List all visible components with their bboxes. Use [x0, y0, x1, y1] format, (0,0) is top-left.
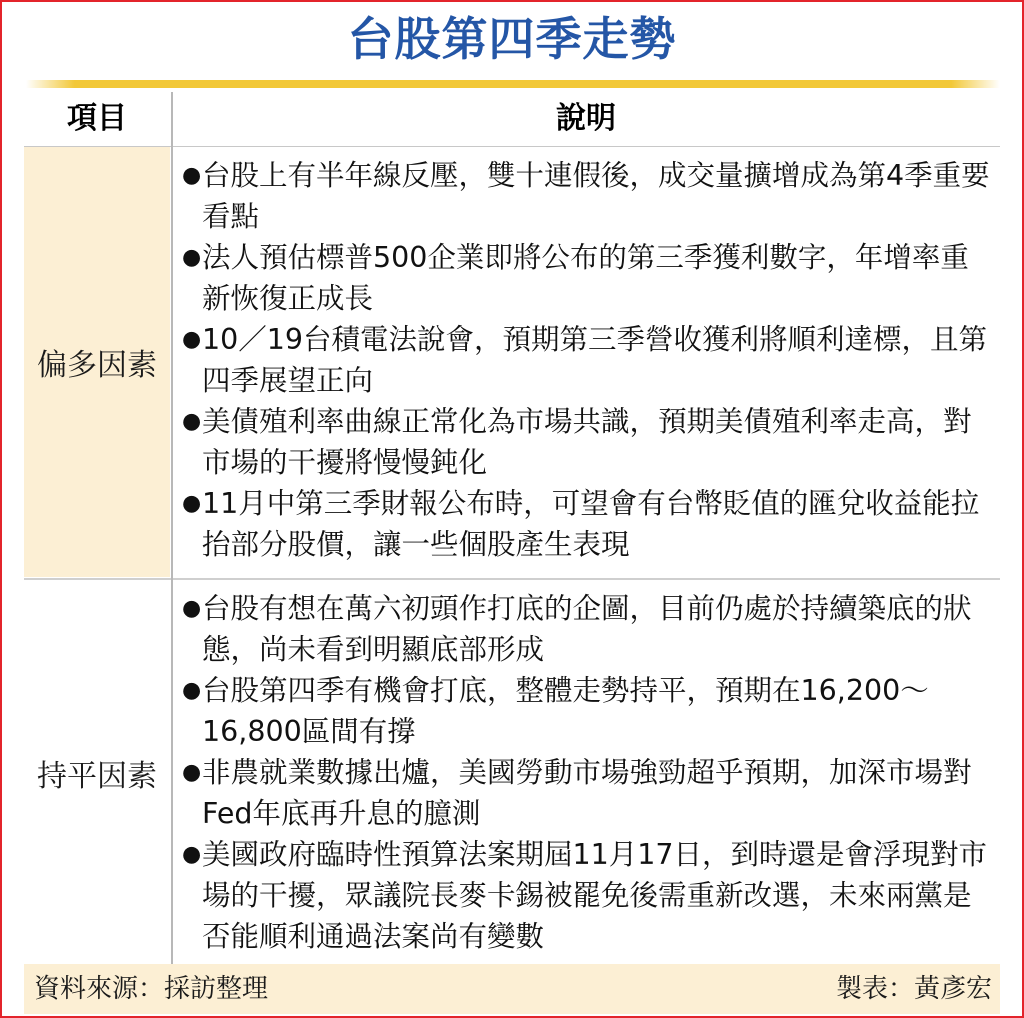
column-divider	[171, 92, 173, 964]
header-item: 項目	[67, 101, 127, 136]
list-item	[180, 752, 994, 834]
list-item	[180, 670, 994, 752]
source-credit: 資料來源：採訪整理	[34, 974, 269, 1004]
bullet-icon: ●	[182, 842, 202, 867]
list-item-text: 非農就業數據出爐，美國勞動市場強勁超乎預期，加深市場對Fed年底再升息的臆測	[202, 756, 972, 830]
footer	[24, 964, 1000, 1014]
bullet-icon: ●	[182, 760, 202, 785]
list-item-text: 台股有想在萬六初頭作打底的企圖，目前仍處於持續築底的狀態，尚未看到明顯底部形成	[202, 592, 972, 666]
list-item	[180, 155, 994, 237]
list-item	[180, 834, 994, 957]
bullet-icon: ●	[182, 596, 202, 621]
bullet-icon: ●	[182, 409, 202, 434]
page-title: 台股第四季走勢	[347, 12, 677, 66]
title-divider	[26, 80, 1000, 88]
bullish-list	[180, 155, 994, 565]
list-item	[180, 483, 994, 565]
list-item	[180, 401, 994, 483]
list-item-text: 美國政府臨時性預算法案期屆11月17日，到時還是會浮現對市場的干擾，眾議院長麥卡錫被罷免後需重新改選，未來兩黨是否能順利通過法案尚有變數	[202, 838, 988, 953]
neutral-list	[180, 588, 994, 957]
list-item-text: 美債殖利率曲線正常化為市場共識，預期美債殖利率走高，對市場的干擾將慢慢鈍化	[202, 405, 972, 479]
list-item-text: 台股上有半年線反壓，雙十連假後，成交量擴增成為第4季重要看點	[202, 159, 990, 233]
bullet-icon: ●	[182, 678, 202, 703]
list-item-text: 11月中第三季財報公布時，可望會有台幣貶值的匯兌收益能拉抬部分股價，讓一些個股產生表現	[202, 487, 980, 561]
list-item	[180, 588, 994, 670]
bullet-icon: ●	[182, 163, 202, 188]
header-description: 說明	[556, 101, 616, 136]
list-item-text: 10／19台積電法說會，預期第三季營收獲利將順利達標，且第四季展望正向	[202, 323, 988, 397]
section-label-bullish: 偏多因素	[24, 147, 170, 577]
list-item	[180, 319, 994, 401]
list-item-text: 法人預估標普500企業即將公布的第三季獲利數字，年增率重新恢復正成長	[202, 241, 969, 315]
list-item-text: 台股第四季有機會打底，整體走勢持平，預期在16,200～16,800區間有撐	[202, 674, 929, 748]
bullet-icon: ●	[182, 245, 202, 270]
maker-credit: 製表：黃彥宏	[835, 974, 992, 1004]
bullet-icon: ●	[182, 327, 202, 352]
bullet-icon: ●	[182, 491, 202, 516]
section-label-neutral: 持平因素	[24, 580, 170, 966]
list-item	[180, 237, 994, 319]
